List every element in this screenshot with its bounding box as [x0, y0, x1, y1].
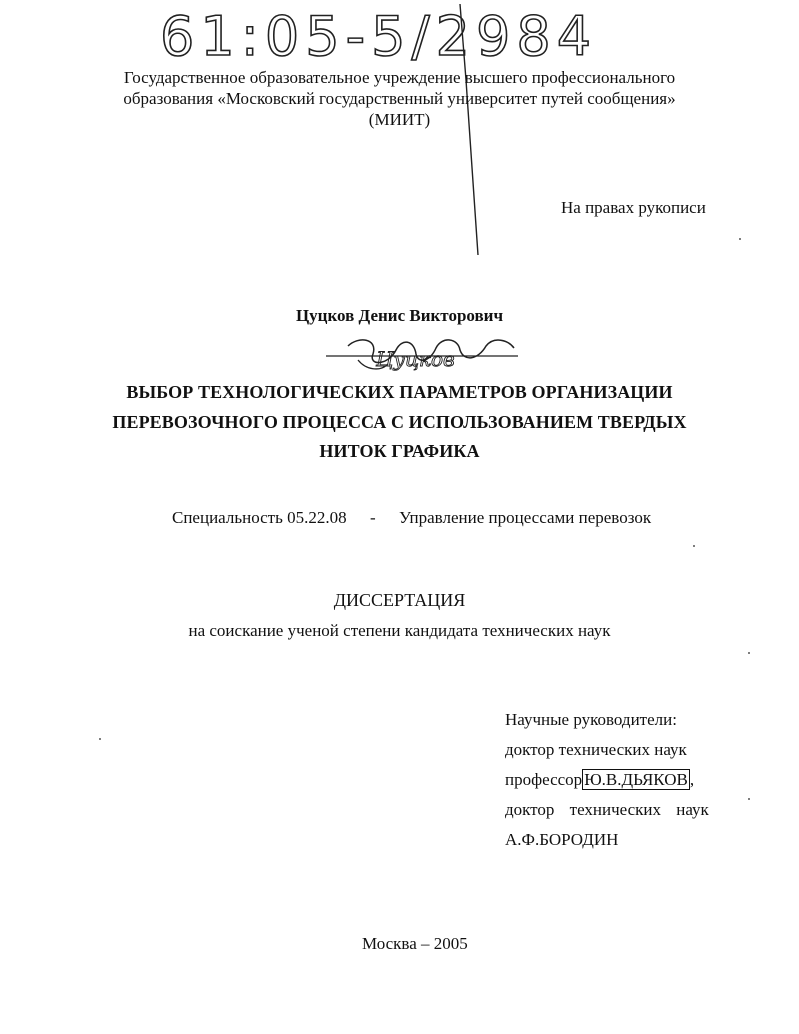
advisors-heading: Научные руководители: — [505, 710, 677, 729]
rights-note: На правах рукописи — [561, 198, 706, 217]
title-line-2: ПЕРЕВОЗОЧНОГО ПРОЦЕССА С ИСПОЛЬЗОВАНИЕМ ТВЕРДЫХ — [112, 412, 687, 432]
institution-line-2: образования «Московский государственный университет путей сообщения» — [123, 89, 676, 108]
advisor2-degree: доктор технических наук — [505, 800, 709, 819]
specialty-dash: - — [370, 508, 376, 527]
dissertation-heading: ДИССЕРТАЦИЯ — [333, 590, 466, 610]
title-line-3: НИТОК ГРАФИКА — [319, 441, 480, 461]
dissertation-subheading: на соискание ученой степени кандидата технических наук — [188, 621, 611, 640]
scan-speck — [748, 798, 750, 800]
advisor1-degree: доктор технических наук — [505, 740, 687, 759]
handwritten-archive-code — [150, 0, 670, 70]
signature-text: Цуцков — [376, 347, 455, 371]
scan-speck — [748, 652, 750, 654]
handwritten-code-text: 61:05-5/2984 — [160, 5, 598, 68]
pen-stroke-line — [456, 0, 486, 260]
advisor1-title: профессор — [505, 770, 583, 789]
advisor1-line — [505, 770, 694, 790]
advisor1-name: Ю.В.ДЬЯКОВ — [584, 770, 688, 789]
advisor1-comma: , — [689, 770, 695, 789]
scan-speck — [693, 545, 695, 547]
institution-line-3: (МИИТ) — [368, 110, 431, 129]
place-year: Москва – 2005 — [362, 934, 468, 953]
author-name: Цуцков Денис Викторович — [295, 306, 504, 325]
author-signature — [318, 326, 528, 378]
scan-speck — [99, 738, 101, 740]
specialty-name: Управление процессами перевозок — [399, 508, 652, 527]
scan-speck — [739, 238, 741, 240]
institution-line-1: Государственное образовательное учреждение высшего профессионального — [123, 68, 676, 87]
title-line-1: ВЫБОР ТЕХНОЛОГИЧЕСКИХ ПАРАМЕТРОВ ОРГАНИЗАЦИИ — [126, 382, 673, 402]
specialty-label: Специальность 05.22.08 — [172, 508, 347, 527]
advisor2-name: А.Ф.БОРОДИН — [505, 830, 619, 849]
